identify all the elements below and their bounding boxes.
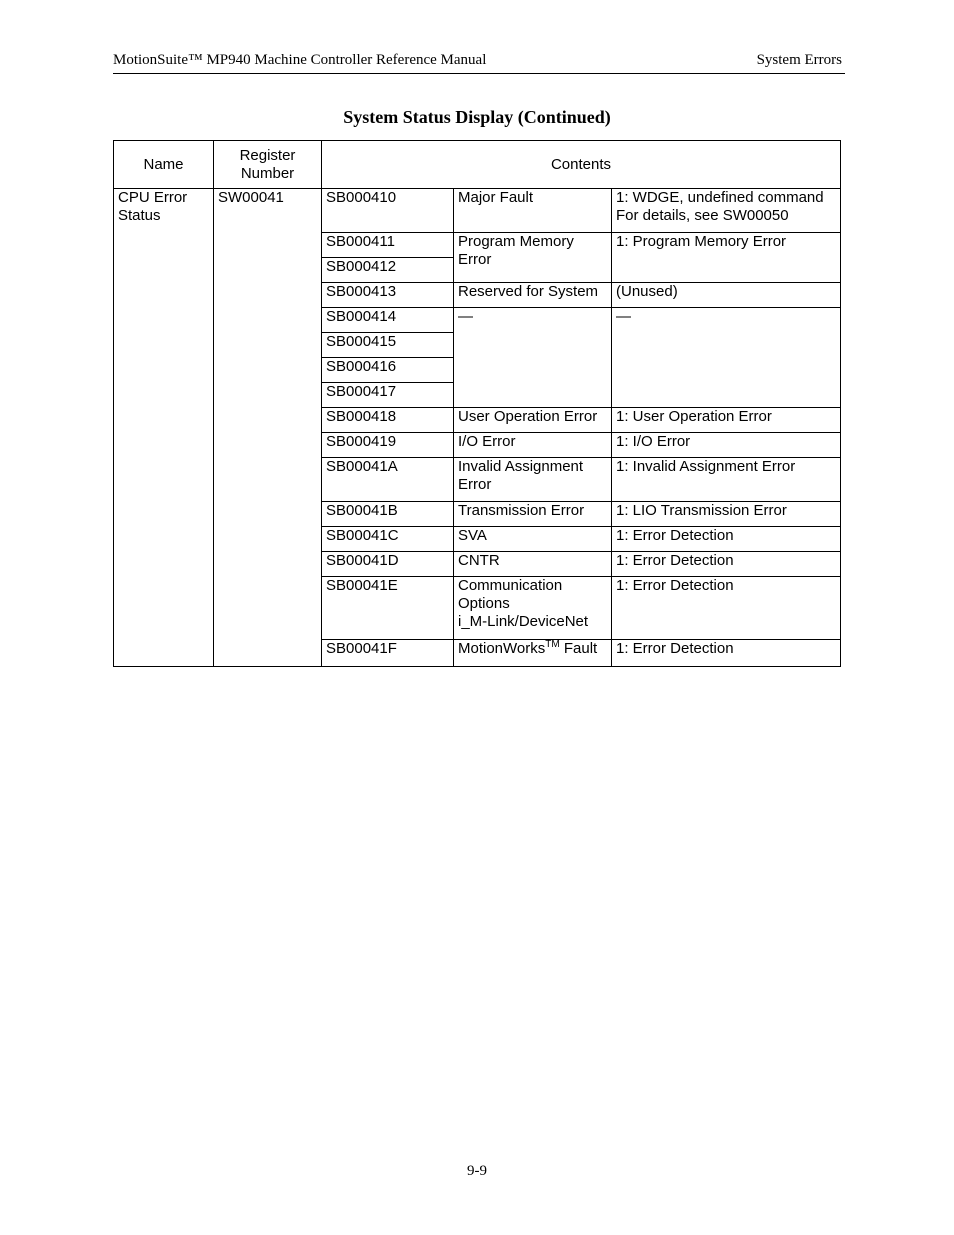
value-cell: 1: Error Detection <box>612 527 841 552</box>
value-cell: 1: WDGE, undefined command For details, see SW00050 <box>612 189 841 233</box>
description-cell: User Operation Error <box>454 408 612 433</box>
bit-cell: SB000410 <box>322 189 454 233</box>
bit-cell: SB000418 <box>322 408 454 433</box>
description-cell: Communication Options i_M-Link/DeviceNet <box>454 577 612 640</box>
column-header-contents: Contents <box>322 141 841 189</box>
description-cell: Reserved for System <box>454 283 612 308</box>
bit-cell: SB000413 <box>322 283 454 308</box>
bit-cell: SB000419 <box>322 433 454 458</box>
value-cell: 1: Error Detection <box>612 640 841 667</box>
group-register-cell: SW00041 <box>214 189 322 667</box>
table-header-row <box>114 141 841 189</box>
table-title: System Status Display (Continued) <box>343 107 611 127</box>
value-cell: 1: I/O Error <box>612 433 841 458</box>
description-cell: Transmission Error <box>454 502 612 527</box>
bit-cell: SB00041A <box>322 458 454 502</box>
bit-cell: SB000416 <box>322 358 454 383</box>
section-title: System Errors <box>756 52 842 68</box>
description-cell: — <box>454 308 612 408</box>
bit-cell: SB00041C <box>322 527 454 552</box>
group-name-cell: CPU Error Status <box>114 189 214 667</box>
table-row <box>114 189 841 233</box>
description-cell: I/O Error <box>454 433 612 458</box>
value-cell: 1: LIO Transmission Error <box>612 502 841 527</box>
description-cell: CNTR <box>454 552 612 577</box>
description-cell: MotionWorks™ Fault <box>454 640 612 667</box>
value-cell: 1: Invalid Assignment Error <box>612 458 841 502</box>
column-header-register: Register Number <box>214 141 322 189</box>
description-cell: Program Memory Error <box>454 233 612 283</box>
page-header <box>113 51 845 74</box>
column-header-name: Name <box>114 141 214 189</box>
value-cell: (Unused) <box>612 283 841 308</box>
bit-cell: SB00041D <box>322 552 454 577</box>
system-status-table <box>113 140 841 667</box>
description-cell: SVA <box>454 527 612 552</box>
value-cell: 1: User Operation Error <box>612 408 841 433</box>
bit-cell: SB000417 <box>322 383 454 408</box>
bit-cell: SB00041E <box>322 577 454 640</box>
bit-cell: SB000412 <box>322 258 454 283</box>
page-number: 9-9 <box>467 1163 487 1179</box>
value-cell: 1: Error Detection <box>612 552 841 577</box>
value-cell: 1: Program Memory Error <box>612 233 841 283</box>
bit-cell: SB00041B <box>322 502 454 527</box>
bit-cell: SB00041F <box>322 640 454 667</box>
bit-cell: SB000411 <box>322 233 454 258</box>
manual-title: MotionSuite™ MP940 Machine Controller Reference Manual <box>113 52 487 68</box>
value-cell: 1: Error Detection <box>612 577 841 640</box>
bit-cell: SB000414 <box>322 308 454 333</box>
description-cell: Major Fault <box>454 189 612 233</box>
description-cell: Invalid Assignment Error <box>454 458 612 502</box>
bit-cell: SB000415 <box>322 333 454 358</box>
value-cell: — <box>612 308 841 408</box>
